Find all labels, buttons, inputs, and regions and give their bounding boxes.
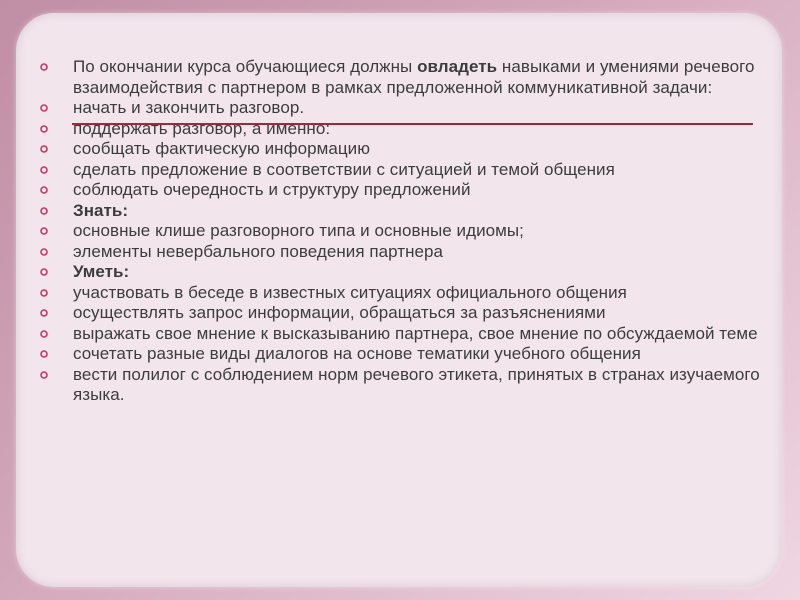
intro-bullet: [38, 57, 768, 98]
list-item: [38, 160, 768, 181]
list-item: [38, 303, 768, 324]
list-item-text: осуществлять запрос информации, обращаться за разъяснениями: [73, 303, 606, 322]
list-item: [38, 139, 768, 160]
slide-content: [38, 57, 768, 406]
list-item: [38, 98, 768, 119]
bullet-icon: [40, 63, 48, 71]
list-item-text: поддержать разговор, а именно:: [73, 118, 331, 138]
bullet-icon: [40, 186, 48, 194]
list-item-text: сообщать фактическую информацию: [73, 139, 370, 158]
bullet-icon: [40, 145, 48, 153]
list-item-text: сочетать разные виды диалогов на основе тематики учебного общения: [73, 344, 641, 363]
intro-text-after: навыками и умениями речевого взаимодействия с партнером в рамках предложенной коммуникативной задачи:: [73, 57, 755, 97]
bullet-icon: [40, 125, 48, 133]
list-item: [38, 180, 768, 201]
know-heading: Знать:: [73, 200, 129, 220]
intro-text-before: По окончании курса обучающиеся должны: [73, 57, 418, 76]
bullet-icon: [40, 166, 48, 174]
list-item: [38, 221, 768, 242]
bullet-icon: [40, 309, 48, 317]
list-item: [38, 283, 768, 304]
list-item-text: элементы невербального поведения партнера: [73, 241, 444, 261]
list-item-text: участвовать в беседе в известных ситуациях официального общения: [73, 282, 627, 302]
list-item: [38, 242, 768, 263]
list-item-text: начать и закончить разговор.: [73, 98, 305, 117]
bullet-icon: [40, 248, 48, 256]
bullet-icon: [40, 289, 48, 297]
list-item: [38, 324, 768, 345]
list-item-text: выражать свое мнение к высказыванию партнера, свое мнение по обсуждаемой теме: [73, 323, 758, 343]
can-heading-item: [38, 262, 768, 283]
list-item: [38, 344, 768, 365]
know-heading-item: [38, 201, 768, 222]
list-item-text: соблюдать очередность и структуру предложений: [73, 180, 471, 199]
bullet-icon: [40, 268, 48, 276]
bullet-icon: [40, 350, 48, 358]
bullet-icon: [40, 330, 48, 338]
list-item-text: основные клише разговорного типа и основные идиомы;: [73, 221, 524, 240]
bullet-icon: [40, 104, 48, 112]
list-item-text: вести полилог с соблюдением норм речевого этикета, принятых в странах изучаемого языка.: [73, 364, 760, 404]
list-item-text: сделать предложение в соответствии с ситуацией и темой общения: [73, 159, 615, 179]
bullet-icon: [40, 371, 48, 379]
list-item: [38, 365, 768, 406]
bullet-icon: [40, 207, 48, 215]
list-item: [38, 119, 768, 140]
bullet-icon: [40, 227, 48, 235]
intro-emphasis: овладеть: [417, 57, 498, 76]
can-heading: Уметь:: [73, 262, 130, 281]
